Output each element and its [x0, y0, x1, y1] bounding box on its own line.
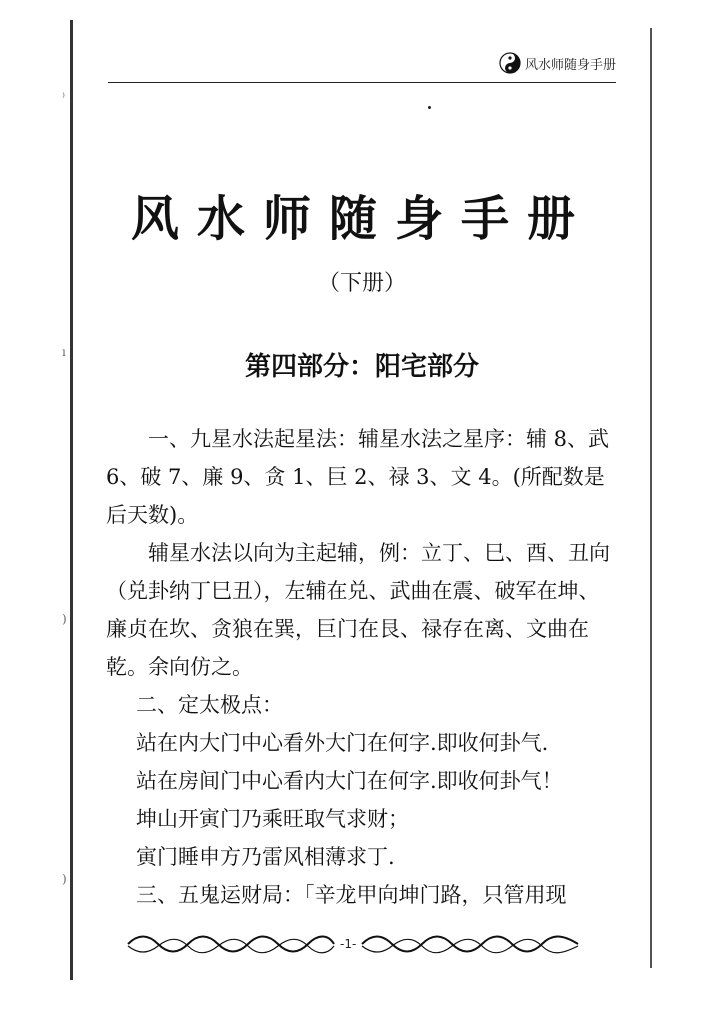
margin-mark: )	[62, 872, 67, 886]
line-5: 寅门睡申方乃雷风相薄求丁.	[136, 845, 395, 869]
binding-line-left	[70, 20, 73, 980]
line-3: 站在房间门中心看内大门在何字.即收何卦气！	[136, 769, 563, 793]
line-1: 二、定太极点：	[136, 693, 283, 717]
line-6: 三、五鬼运财局：「辛龙甲向坤门路，只管用现	[136, 883, 567, 907]
footer-ornament	[126, 930, 606, 958]
book-subtitle: （下册）	[317, 271, 406, 296]
running-header	[499, 52, 616, 74]
body-text	[106, 420, 616, 914]
binding-line-right	[650, 28, 652, 968]
wave-ornament-right-icon	[360, 932, 580, 956]
book-title: 风水师随身手册	[130, 191, 593, 247]
line-2: 站在内大门中心看外大门在何字.即收何卦气.	[136, 731, 549, 755]
yin-yang-icon	[499, 52, 521, 74]
margin-mark: ı	[62, 345, 66, 359]
margin-mark: ⁾	[62, 90, 65, 104]
paragraph-2: 辅星水法以向为主起辅，例：立丁、巳、酉、丑向（兑卦纳丁巳丑），左辅在兑、武曲在震、破军在坤、廉贞在坎、贪狼在巽，巨门在艮、禄存在离、文曲在乾。余向仿之。	[106, 541, 610, 679]
wave-ornament-left-icon	[126, 932, 336, 956]
header-rule	[108, 82, 616, 83]
margin-mark: )	[62, 612, 67, 626]
header-title: 风水师随身手册	[524, 57, 616, 73]
paragraph-1: 一、九星水法起星法：辅星水法之星序：辅 8、武 6、破 7、廉 9、贪 1、巨 2、禄 3、文 4。(所配数是后天数)。	[106, 427, 610, 527]
page-number: -1-	[340, 937, 357, 951]
section-title: 第四部分：阳宅部分	[244, 352, 479, 382]
ink-dot	[428, 106, 431, 109]
line-4: 坤山开寅门乃乘旺取气求财；	[136, 807, 409, 831]
